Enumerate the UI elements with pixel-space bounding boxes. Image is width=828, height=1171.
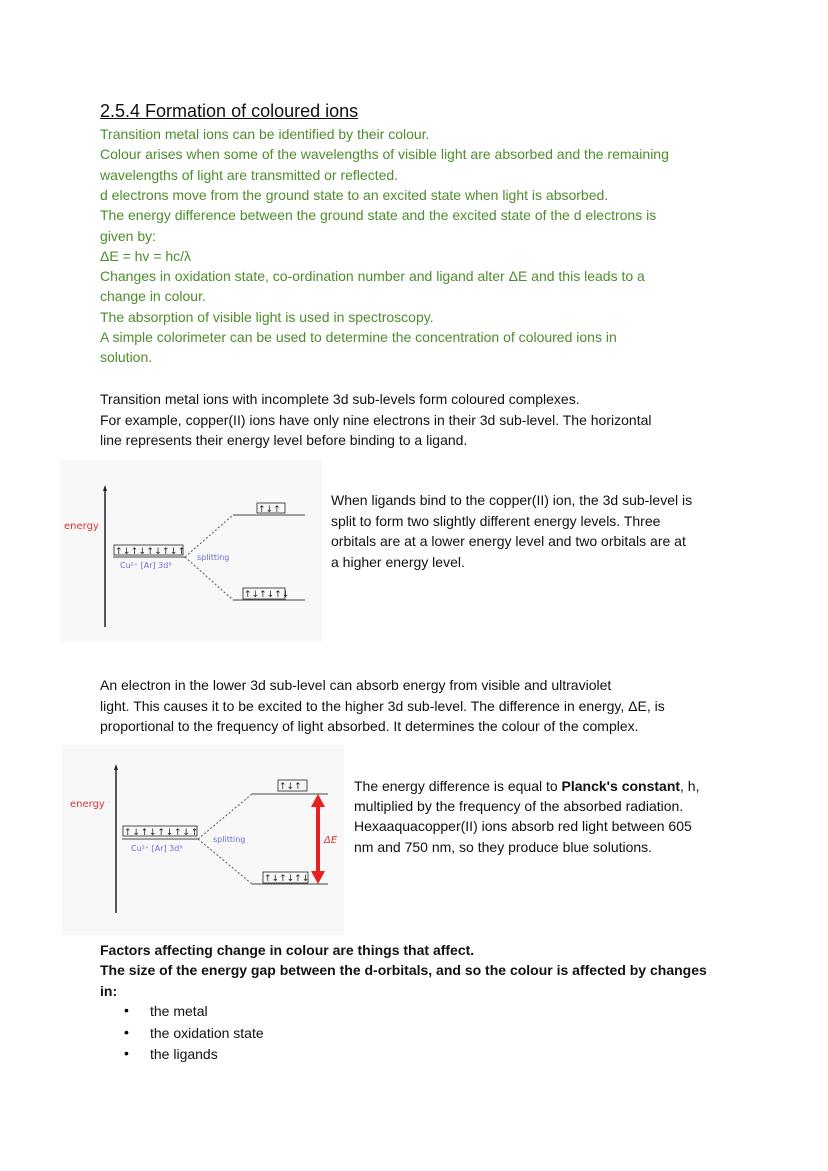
green-line: given by: (100, 227, 157, 244)
ion-label: Cu²⁺ [Ar] 3d⁹ (120, 561, 172, 570)
factors-line: The size of the energy gap between the d-orbitals, and so the colour is affected by changes (100, 962, 707, 979)
absorb-line: proportional to the frequency of light absorbed. It determines the colour of the complex. (100, 718, 639, 734)
ion-label: Cu²⁺ [Ar] 3d⁹ (131, 844, 183, 853)
green-line: The absorption of visible light is used in spectroscopy. (100, 308, 434, 325)
section-heading: 2.5.4 Formation of coloured ions (100, 101, 359, 121)
planck-line: nm and 750 nm, so they produce blue solutions. (354, 838, 653, 855)
axis-arrowhead-icon (114, 764, 118, 770)
planck-line: multiplied by the frequency of the absorbed radiation. (354, 798, 684, 814)
planck-text: The energy difference is equal to (354, 778, 562, 794)
energy-label: energy (70, 799, 105, 810)
intro-line: For example, copper(II) ions have only nine electrons in their 3d sub-level. The horizontal (100, 411, 652, 428)
planck-text: , h, (680, 778, 700, 794)
bullet-icon: • (124, 1045, 129, 1061)
green-line: ΔE = hv = hc/λ (100, 247, 192, 264)
green-line: change in colour. (100, 288, 206, 305)
split-line: When ligands bind to the copper(II) ion, the 3d sub-level is (331, 492, 693, 508)
energy-label: energy (64, 521, 99, 532)
upper-electrons: ↑↓↑ (279, 782, 302, 792)
green-line: The energy difference between the ground state and the excited state of the d electrons is (100, 207, 657, 224)
upper-electrons: ↑↓↑ (258, 505, 281, 515)
bullet-item: the oxidation state (150, 1024, 264, 1041)
green-line: wavelengths of light are transmitted or reflected. (100, 166, 399, 183)
bullet-item: the ligands (150, 1046, 218, 1062)
factors-line: Factors affecting change in colour are things that affect. (100, 942, 475, 958)
green-line: Changes in oxidation state, co-ordination number and ligand alter ΔE and this leads to a (100, 268, 645, 285)
lower-electrons: ↑↓↑↓↑↓ (244, 590, 290, 600)
split-line: split to form two slightly different energy levels. Three (331, 512, 661, 529)
delta-e-double-arrow-icon (311, 794, 325, 884)
intro-line: line represents their energy level before binding to a ligand. (100, 432, 468, 448)
planck-line (354, 777, 700, 795)
green-line: Transition metal ions can be identified by their colour. (100, 126, 430, 142)
green-line: A simple colorimeter can be used to determine the concentration of coloured ions in (100, 329, 617, 345)
axis-arrowhead-icon (103, 485, 107, 491)
bullet-icon: • (124, 1002, 129, 1018)
splitting-label: splitting (197, 553, 230, 562)
delta-e-diagram (62, 745, 344, 935)
factors-line: in: (100, 982, 118, 999)
bullet-item: the metal (150, 1003, 208, 1019)
splitting-diagram (60, 460, 322, 642)
planck-line: Hexaaquacopper(II) ions absorb red light between 605 (354, 818, 692, 835)
planck-constant-term: Planck's constant (561, 778, 681, 794)
bullet-icon: • (124, 1023, 129, 1040)
split-line: orbitals are at a lower energy level and two orbitals are at (331, 533, 686, 549)
green-line: solution. (100, 349, 153, 366)
delta-e-label: ΔE (324, 835, 338, 846)
ground-electrons: ↑↓↑↓↑↓↑↓↑ (115, 547, 186, 557)
absorb-line: An electron in the lower 3d sub-level can absorb energy from visible and ultraviolet (100, 677, 612, 693)
green-line: Colour arises when some of the wavelengths of visible light are absorbed and the remaining (100, 146, 669, 163)
ground-electrons: ↑↓↑↓↑↓↑↓↑ (124, 828, 200, 838)
absorb-line: light. This causes it to be excited to the higher 3d sub-level. The difference in energy, ΔE, is (100, 697, 665, 714)
split-line: a higher energy level. (331, 553, 465, 570)
intro-line: Transition metal ions with incomplete 3d sub-levels form coloured complexes. (100, 391, 580, 407)
splitting-label: splitting (213, 835, 246, 844)
lower-electrons: ↑↓↑↓↑↓ (264, 874, 310, 884)
green-line: d electrons move from the ground state to an excited state when light is absorbed. (100, 186, 609, 203)
